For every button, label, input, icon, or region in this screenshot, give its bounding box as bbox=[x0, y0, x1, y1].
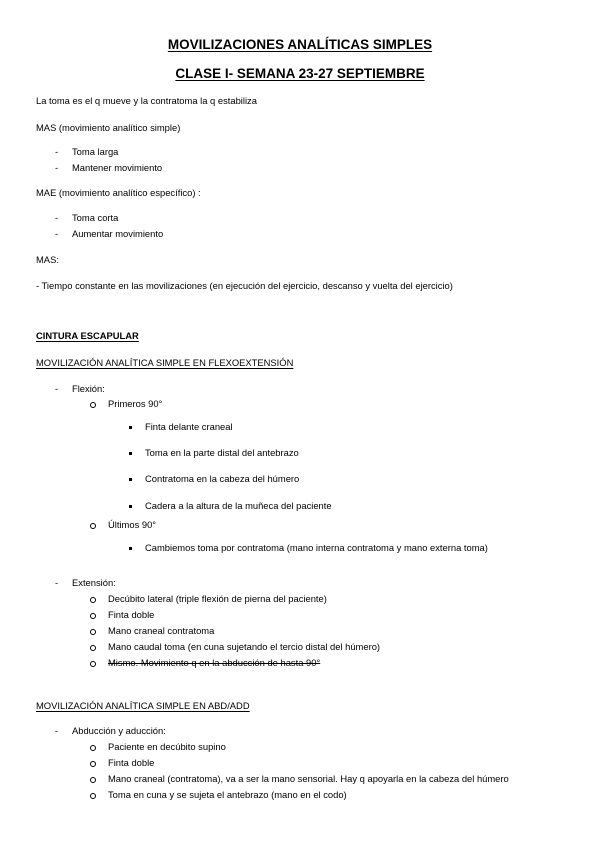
abd-item: Toma en cuna y se sujeta el antebrazo (mano en el codo) bbox=[108, 789, 347, 800]
circle-bullet bbox=[90, 777, 96, 783]
document-title: MOVILIZACIONES ANALÍTICAS SIMPLES bbox=[167, 37, 433, 52]
circle-bullet bbox=[90, 761, 96, 767]
mas-item: Mantener movimiento bbox=[72, 162, 163, 173]
dash-bullet: - bbox=[55, 228, 59, 239]
dash-bullet: - bbox=[55, 383, 59, 394]
extension-item-struck: Mismo. Movimiento q en la abducción de hasta 90° bbox=[108, 657, 321, 668]
mas-heading: MAS (movimiento analítico simple) bbox=[36, 122, 181, 133]
square-bullet bbox=[129, 478, 132, 481]
mas2-text: - Tiempo constante en las movilizaciones (en ejecución del ejercicio, descanso y vuelta del ejercicio) bbox=[36, 280, 453, 291]
primeros-item: Toma en la parte distal del antebrazo bbox=[145, 447, 299, 458]
dash-bullet: - bbox=[55, 577, 59, 588]
document-subtitle: CLASE I- SEMANA 23-27 SEPTIEMBRE bbox=[175, 66, 425, 81]
square-bullet bbox=[129, 426, 132, 429]
primeros-item: Finta delante craneal bbox=[145, 421, 233, 432]
extension-item: Decúbito lateral (triple flexión de pierna del paciente) bbox=[108, 593, 327, 604]
circle-bullet bbox=[90, 523, 96, 529]
square-bullet bbox=[129, 452, 132, 455]
intro-text: La toma es el q mueve y la contratoma la q estabiliza bbox=[36, 95, 257, 106]
abd-item: Mano craneal (contratoma), va a ser la mano sensorial. Hay q apoyarla en la cabeza del húmero bbox=[108, 773, 509, 784]
dash-bullet: - bbox=[55, 146, 59, 157]
primeros-item: Contratoma en la cabeza del húmero bbox=[145, 473, 300, 484]
mas-item: Toma larga bbox=[72, 146, 119, 157]
primeros-label: Primeros 90° bbox=[108, 398, 163, 409]
abd-item: Paciente en decúbito supino bbox=[108, 741, 226, 752]
mas2-heading: MAS: bbox=[36, 254, 59, 265]
dash-bullet: - bbox=[55, 162, 59, 173]
circle-bullet bbox=[90, 629, 96, 635]
square-bullet bbox=[129, 547, 132, 550]
mae-item: Toma corta bbox=[72, 212, 119, 223]
primeros-item: Cadera a la altura de la muñeca del paciente bbox=[145, 500, 332, 511]
circle-bullet bbox=[90, 661, 96, 667]
ultimos-item: Cambiemos toma por contratoma (mano interna contratoma y mano externa toma) bbox=[145, 542, 488, 553]
circle-bullet bbox=[90, 745, 96, 751]
flexion-label: Flexión: bbox=[72, 383, 105, 394]
mae-item: Aumentar movimiento bbox=[72, 228, 164, 239]
dash-bullet: - bbox=[55, 725, 59, 736]
circle-bullet bbox=[90, 402, 96, 408]
extension-item: Mano craneal contratoma bbox=[108, 625, 215, 636]
dash-bullet: - bbox=[55, 212, 59, 223]
ultimos-label: Últimos 90° bbox=[108, 519, 157, 530]
abd-item: Finta doble bbox=[108, 757, 155, 768]
square-bullet bbox=[129, 505, 132, 508]
abd-label: Abducción y aducción: bbox=[72, 725, 166, 736]
extension-item: Mano caudal toma (en cuna sujetando el tercio distal del húmero) bbox=[108, 641, 381, 652]
circle-bullet bbox=[90, 613, 96, 619]
abd-heading: MOVILIZACIÓN ANALÍTICA SIMPLE EN ABD/ADD bbox=[36, 700, 250, 711]
extension-label: Extensión: bbox=[72, 577, 116, 588]
circle-bullet bbox=[90, 597, 96, 603]
flexo-heading: MOVILIZACIÓN ANALÍTICA SIMPLE EN FLEXOEXTENSIÓN bbox=[36, 357, 294, 368]
section-heading: CINTURA ESCAPULAR bbox=[36, 330, 139, 341]
extension-item: Finta doble bbox=[108, 609, 155, 620]
circle-bullet bbox=[90, 793, 96, 799]
mae-heading: MAE (movimiento analítico específico) : bbox=[36, 187, 201, 198]
circle-bullet bbox=[90, 645, 96, 651]
